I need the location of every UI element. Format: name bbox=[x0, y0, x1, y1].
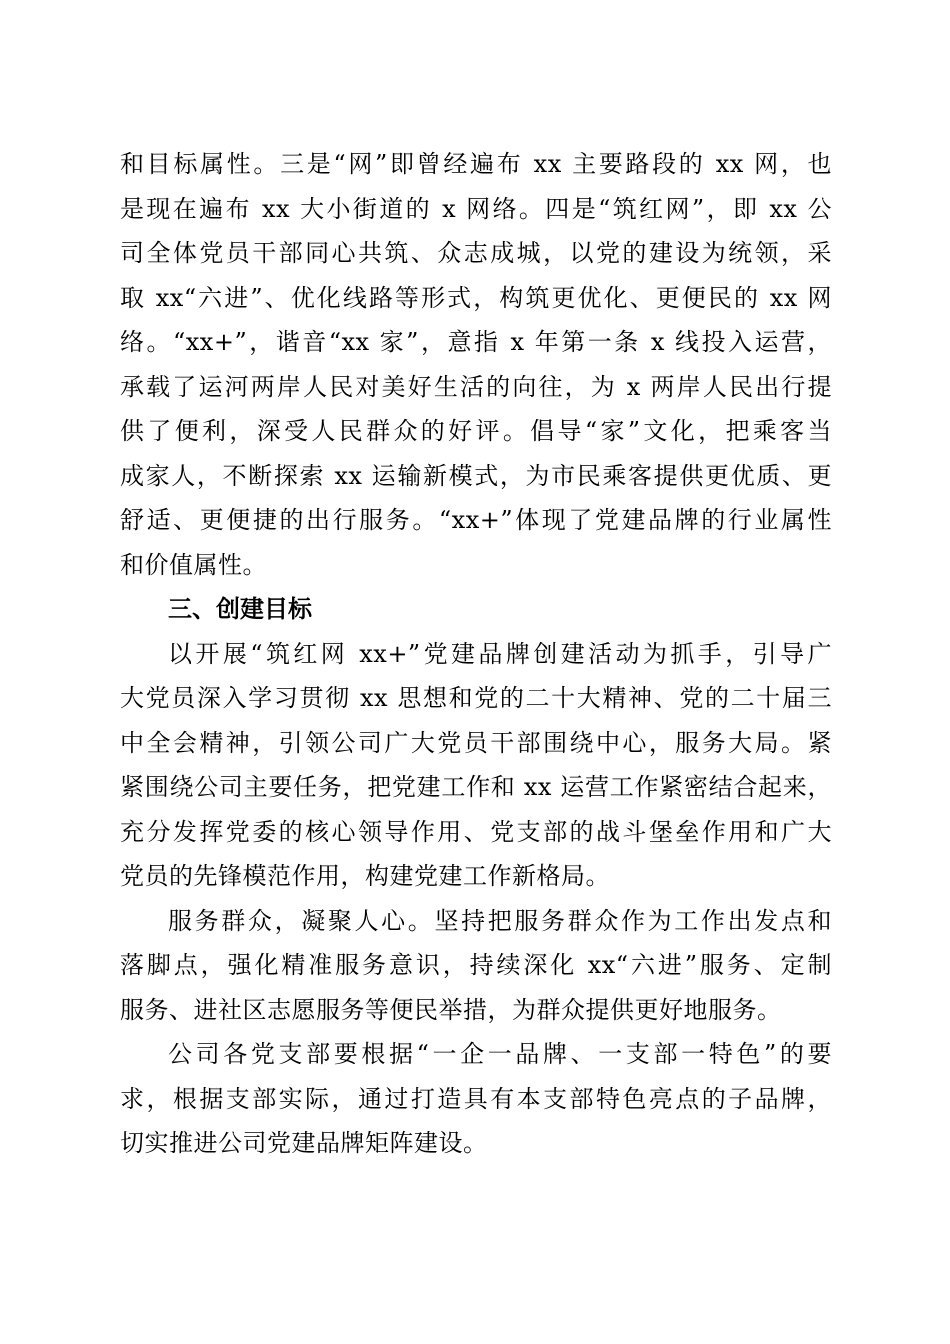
paragraph-goals bbox=[120, 632, 832, 899]
text-line: 充分发挥党委的核心领导作用、党支部的战斗堡垒作用和广大 bbox=[120, 817, 832, 846]
text-line: 公司各党支部要根据“一企一品牌、一支部一特色”的要 bbox=[168, 1040, 832, 1068]
paragraph-serve-masses bbox=[120, 899, 832, 1033]
text-line: 中全会精神，引领公司广大党员干部围绕中心，服务大局。紧 bbox=[120, 728, 832, 757]
text-line: 紧围绕公司主要任务，把党建工作和 xx 运营工作紧密结合起来， bbox=[120, 773, 832, 801]
text-line: 和目标属性。三是“网”即曾经遍布 xx 主要路段的 xx 网，也 bbox=[120, 150, 832, 178]
text-line: 和价值属性。 bbox=[120, 550, 267, 579]
text-line: 供了便利，深受人民群众的好评。倡导“家”文化，把乘客当 bbox=[120, 417, 832, 445]
text-line: 党员的先锋模范作用，构建党建工作新格局。 bbox=[120, 862, 610, 890]
text-line: 大党员深入学习贯彻 xx 思想和党的二十大精神、党的二十届三 bbox=[120, 684, 832, 712]
text-line: 取 xx“六进”、优化线路等形式，构筑更优化、更便民的 xx 网 bbox=[120, 283, 832, 312]
text-line: 落脚点，强化精准服务意识，持续深化 xx“六进”服务、定制 bbox=[120, 951, 832, 979]
document-body bbox=[120, 142, 832, 1166]
text-line: 求，根据支部实际，通过打造具有本支部特色亮点的子品牌， bbox=[120, 1084, 832, 1113]
text-line: 以开展“筑红网 xx+”党建品牌创建活动为抓手，引导广 bbox=[168, 639, 832, 668]
text-line: 切实推进公司党建品牌矩阵建设。 bbox=[120, 1129, 488, 1157]
text-line: 舒适、更便捷的出行服务。“xx+”体现了党建品牌的行业属性 bbox=[120, 506, 832, 534]
text-line: 是现在遍布 xx 大小街道的 x 网络。四是“筑红网”，即 xx 公 bbox=[120, 194, 832, 223]
section-heading: 三、创建目标 bbox=[168, 595, 312, 623]
paragraph-branch-brands bbox=[120, 1032, 832, 1166]
text-line: 承载了运河两岸人民对美好生活的向往，为 x 两岸人民出行提 bbox=[120, 372, 832, 401]
text-line: 络。“xx+”，谐音“xx 家”，意指 x 年第一条 x 线投入运营， bbox=[120, 328, 832, 356]
text-line: 服务、进社区志愿服务等便民举措，为群众提供更好地服务。 bbox=[120, 995, 782, 1024]
text-line: 司全体党员干部同心共筑、众志成城，以党的建设为统领，采 bbox=[120, 239, 832, 267]
text-line: 成家人，不断探索 xx 运输新模式，为市民乘客提供更优质、更 bbox=[120, 461, 832, 490]
paragraph-brand-meaning bbox=[120, 142, 832, 587]
text-line: 服务群众，凝聚人心。坚持把服务群众作为工作出发点和 bbox=[168, 906, 832, 935]
